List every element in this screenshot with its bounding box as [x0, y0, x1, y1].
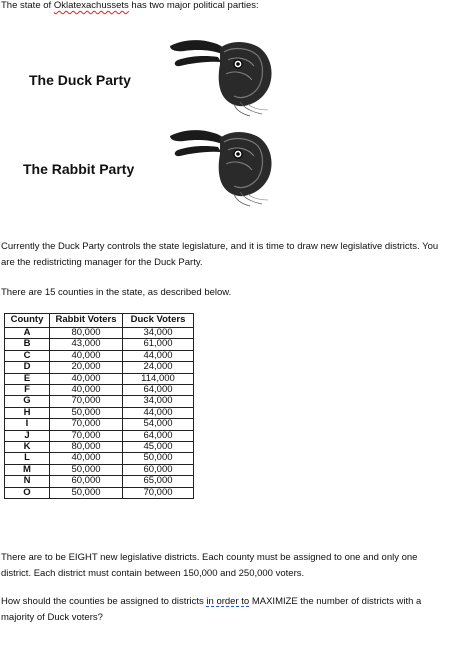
duck-voters-cell: 70,000: [123, 487, 194, 498]
table-row: [5, 328, 194, 339]
rabbit-voters-cell: 70,000: [50, 419, 123, 430]
rabbit-voters-cell: 50,000: [50, 487, 123, 498]
county-cell: A: [5, 328, 50, 339]
table-header-row: [5, 314, 194, 328]
county-cell: G: [5, 396, 50, 407]
intro-prefix: The state of: [1, 0, 54, 11]
duck-voters-cell: 44,000: [123, 407, 194, 418]
rabbit-voters-cell: 50,000: [50, 407, 123, 418]
duck-voters-cell: 114,000: [123, 373, 194, 384]
question-suffix: MAXIMIZE the number of districts with a majority of Duck voters?: [1, 596, 422, 623]
county-cell: D: [5, 362, 50, 373]
county-cell: E: [5, 373, 50, 384]
rabbit-voters-cell: 80,000: [50, 328, 123, 339]
table-row: [5, 419, 194, 430]
table-row: [5, 362, 194, 373]
county-cell: F: [5, 385, 50, 396]
header-county: County: [5, 314, 50, 328]
counties-table: [4, 313, 194, 499]
rules-paragraph: There are to be EIGHT new legislative districts. Each county must be assigned to one and only one district. Each district must contain between 150,000 and 250,000 voters.: [1, 552, 418, 579]
rabbit-voters-cell: 80,000: [50, 442, 123, 453]
county-cell: M: [5, 464, 50, 475]
county-cell: I: [5, 419, 50, 430]
rabbit-voters-cell: 60,000: [50, 476, 123, 487]
rabbit-voters-cell: 43,000: [50, 339, 123, 350]
rabbit-voters-cell: 40,000: [50, 350, 123, 361]
rabbit-voters-cell: 70,000: [50, 430, 123, 441]
intro-text: [1, 0, 259, 11]
duck-voters-cell: 65,000: [123, 476, 194, 487]
rabbit-voters-cell: 20,000: [50, 362, 123, 373]
duck-voters-cell: 24,000: [123, 362, 194, 373]
table-row: [5, 464, 194, 475]
state-name: Oklatexachussets: [53, 0, 129, 11]
county-cell: K: [5, 442, 50, 453]
duck-voters-cell: 54,000: [123, 419, 194, 430]
county-cell: L: [5, 453, 50, 464]
duck-voters-cell: 44,000: [123, 350, 194, 361]
rabbit-voters-cell: 40,000: [50, 373, 123, 384]
county-cell: J: [5, 430, 50, 441]
county-cell: H: [5, 407, 50, 418]
rabbit-voters-cell: 40,000: [50, 453, 123, 464]
counties-intro-paragraph: There are 15 counties in the state, as described below.: [1, 287, 232, 298]
duck-voters-cell: 34,000: [123, 396, 194, 407]
table-row: [5, 407, 194, 418]
question-prefix: How should the counties be assigned to districts: [1, 596, 207, 607]
duck-voters-cell: 50,000: [123, 453, 194, 464]
county-cell: O: [5, 487, 50, 498]
table-row: [5, 453, 194, 464]
duck-rabbit-drawing: [170, 40, 272, 116]
duck-rabbit-illusion-icon: [164, 34, 276, 122]
table-row: [5, 373, 194, 384]
table-row: [5, 430, 194, 441]
rabbit-voters-cell: 50,000: [50, 464, 123, 475]
context-paragraph: Currently the Duck Party controls the state legislature, and it is time to draw new legislative districts. You are the redistricting manager for the Duck Party.: [1, 241, 439, 268]
duck-rabbit-illusion-icon: [164, 124, 276, 212]
table-row: [5, 396, 194, 407]
county-cell: B: [5, 339, 50, 350]
table-row: [5, 350, 194, 361]
rabbit-party-label: The Rabbit Party: [23, 161, 135, 177]
duck-voters-cell: 34,000: [123, 328, 194, 339]
duck-rabbit-drawing: [170, 130, 272, 206]
table-row: [5, 476, 194, 487]
question-marked-phrase: in order to: [206, 596, 250, 607]
duck-party-label: The Duck Party: [29, 72, 131, 88]
intro-suffix: has two major political parties:: [128, 0, 259, 11]
rabbit-voters-cell: 70,000: [50, 396, 123, 407]
table-row: [5, 442, 194, 453]
table-row: [5, 339, 194, 350]
header-rabbit-voters: Rabbit Voters: [50, 314, 123, 328]
duck-voters-cell: 64,000: [123, 385, 194, 396]
duck-voters-cell: 64,000: [123, 430, 194, 441]
rabbit-voters-cell: 40,000: [50, 385, 123, 396]
table-row: [5, 385, 194, 396]
county-cell: C: [5, 350, 50, 361]
table-row: [5, 487, 194, 498]
header-duck-voters: Duck Voters: [123, 314, 194, 328]
question-paragraph: [1, 594, 441, 626]
county-cell: N: [5, 476, 50, 487]
duck-voters-cell: 61,000: [123, 339, 194, 350]
duck-voters-cell: 45,000: [123, 442, 194, 453]
duck-voters-cell: 60,000: [123, 464, 194, 475]
